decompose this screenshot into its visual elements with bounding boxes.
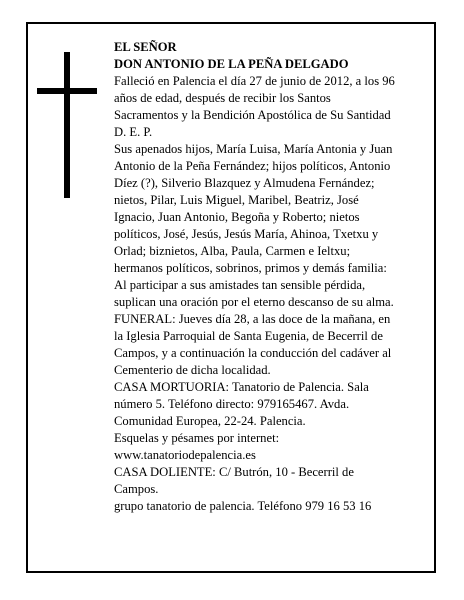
mortuary-line: CASA MORTUORIA: Tanatorio de Palencia. Sala (114, 380, 369, 394)
mortuary-line: Comunidad Europea, 22-24. Palencia. (114, 414, 306, 428)
death-line: Falleció en Palencia el día 27 de junio de 2012, a los 96 (114, 74, 395, 88)
death-paragraph (114, 73, 430, 141)
family-line: Sus apenados hijos, María Luisa, María Antonia y Juan (114, 142, 393, 156)
family-line: Orlad; biznietos, Alba, Paula, Carmen e Ieltxu; (114, 244, 351, 258)
deceased-name: DON ANTONIO DE LA PEÑA DELGADO (114, 57, 349, 71)
funeral-line: Cementerio de dicha localidad. (114, 363, 271, 377)
heading-line: EL SEÑOR (114, 40, 177, 54)
footer-line: grupo tanatorio de palencia. Teléfono 979 16 53 16 (114, 499, 372, 513)
funeral-line: Campos, y a continuación la conducción del cadáver al (114, 346, 392, 360)
internet-line: Esquelas y pésames por internet: (114, 431, 280, 445)
death-line: D. E. P. (114, 125, 153, 139)
death-line: años de edad, después de recibir los Santos (114, 91, 331, 105)
internet-paragraph (114, 430, 430, 464)
family-line: políticos, José, Jesús, Jesús María, Ahinoa, Txetxu y (114, 227, 379, 241)
cross-vertical-bar (64, 52, 70, 198)
footer-paragraph (114, 498, 430, 515)
family-line: suplican una oración por el eterno descanso de su alma. (114, 295, 394, 309)
home-paragraph (114, 464, 430, 498)
funeral-paragraph (114, 311, 430, 379)
family-line: hermanos políticos, sobrinos, primos y demás familia: (114, 261, 387, 275)
family-line: Antonio de la Peña Fernández; hijos políticos, Antonio (114, 159, 391, 173)
latin-cross-icon (37, 52, 97, 198)
home-line: CASA DOLIENTE: C/ Butrón, 10 - Becerril de (114, 465, 354, 479)
family-line: Ignacio, Juan Antonio, Begoña y Roberto; nietos (114, 210, 360, 224)
family-paragraph (114, 141, 430, 311)
death-line: Sacramentos y la Bendición Apostólica de Su Santidad (114, 108, 391, 122)
cross-horizontal-bar (37, 88, 97, 94)
mortuary-line: número 5. Teléfono directo: 979165467. Avda. (114, 397, 350, 411)
obituary-text (114, 39, 430, 515)
funeral-line: la Iglesia Parroquial de Santa Eugenia, de Becerril de (114, 329, 383, 343)
home-line: Campos. (114, 482, 159, 496)
family-line: Al participar a sus amistades tan sensible pérdida, (114, 278, 366, 292)
family-line: Díez (?), Silverio Blazquez y Almudena Fernández; (114, 176, 375, 190)
website-url: www.tanatoriodepalencia.es (114, 448, 256, 462)
family-line: nietos, Pilar, Luis Miguel, Maribel, Beatriz, José (114, 193, 359, 207)
heading (114, 39, 430, 73)
funeral-line: FUNERAL: Jueves día 28, a las doce de la mañana, en (114, 312, 391, 326)
mortuary-paragraph (114, 379, 430, 430)
